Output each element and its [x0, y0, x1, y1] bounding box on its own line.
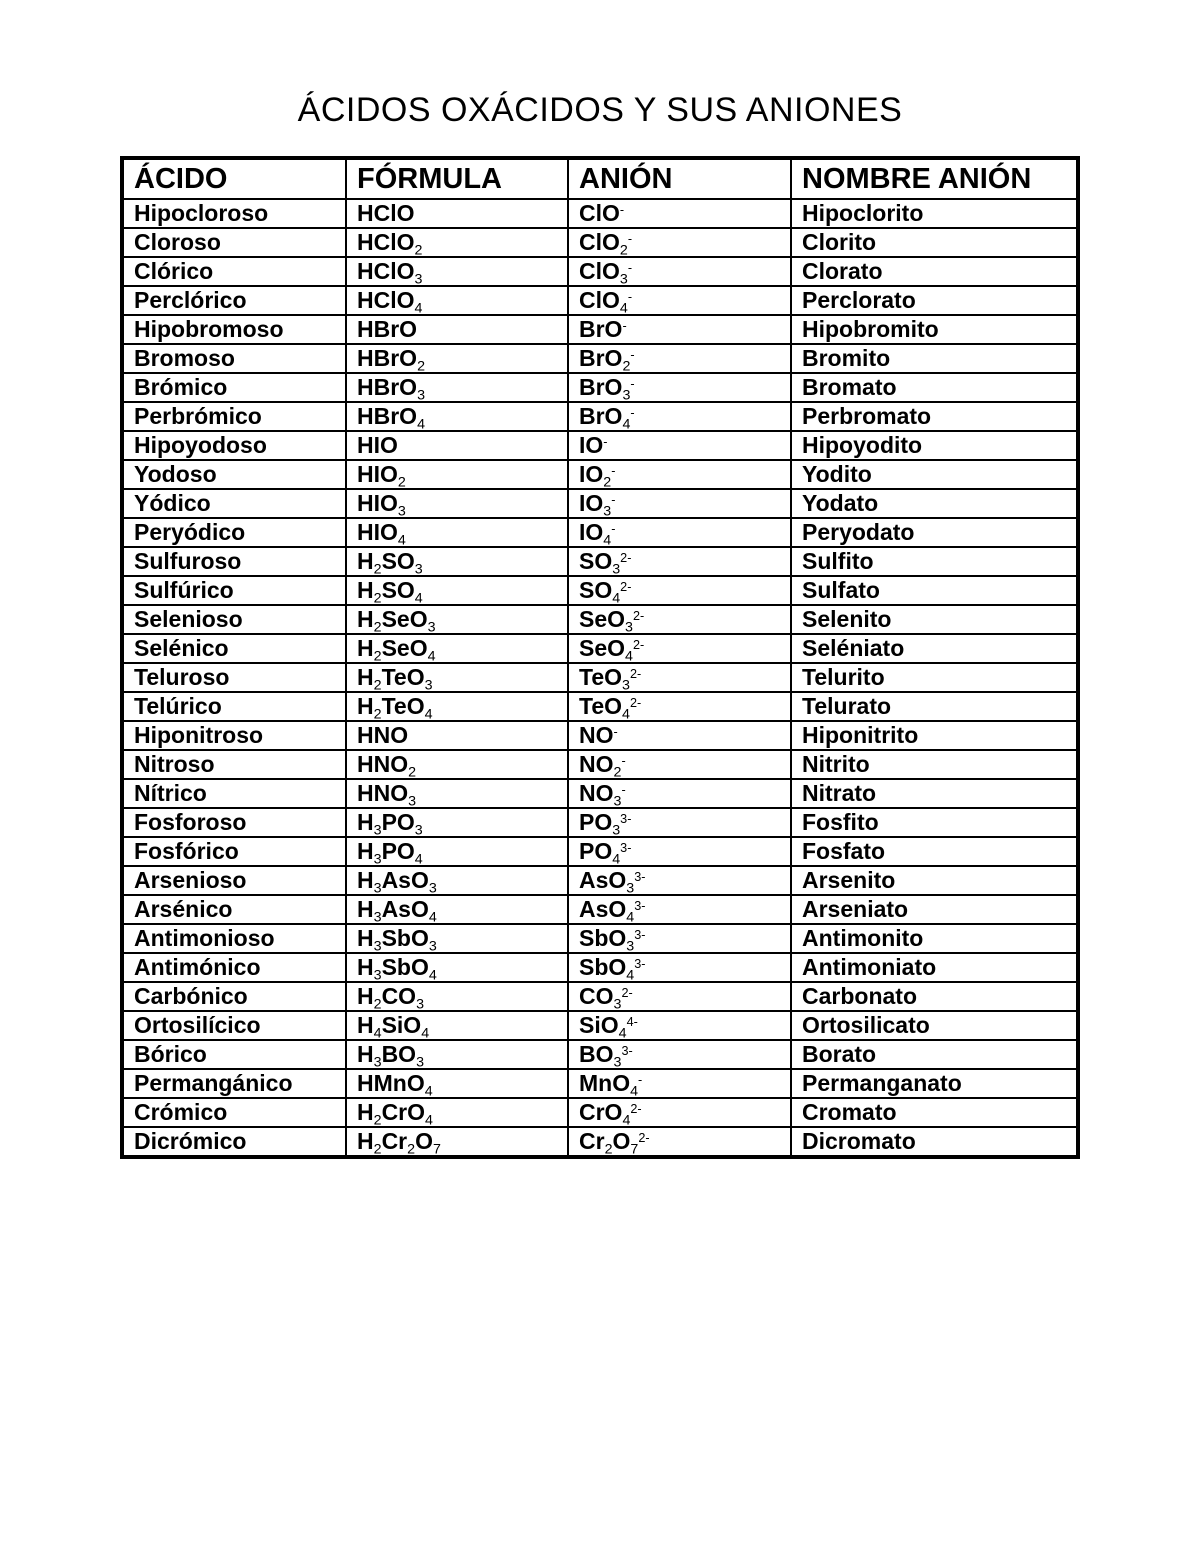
page-title: ÁCIDOS OXÁCIDOS Y SUS ANIONES — [297, 90, 903, 129]
acid-name-cell: Bromoso — [122, 344, 346, 373]
formula-cell: $H_2Cr_2O_7$ — [346, 1127, 568, 1157]
acid-name-cell: Antimonioso — [122, 924, 346, 953]
table-row — [122, 1069, 1078, 1098]
anion-name-cell: Clorato — [791, 257, 1078, 286]
anion-name-cell: Fosfato — [791, 837, 1078, 866]
formula-cell: $H_2SO_3$ — [346, 547, 568, 576]
acid-name-cell: Clórico — [122, 257, 346, 286]
anion-cell: $Cr_2O_7^{2-}$ — [568, 1127, 791, 1157]
table-row — [122, 199, 1078, 228]
acid-name-cell: Fosforoso — [122, 808, 346, 837]
table-row — [122, 576, 1078, 605]
acid-name-cell: Yodoso — [122, 460, 346, 489]
anion-cell: TeO$_4^{2-}$ — [568, 692, 791, 721]
header-acido: ÁCIDO — [122, 158, 346, 199]
anion-name-cell: Borato — [791, 1040, 1078, 1069]
anion-cell: $NO_2^-$ — [568, 750, 791, 779]
anion-name-cell: Ortosilicato — [791, 1011, 1078, 1040]
acid-name-cell: Teluroso — [122, 663, 346, 692]
table-row — [122, 373, 1078, 402]
formula-cell: $HIO_4$ — [346, 518, 568, 547]
anion-name-cell: Peryodato — [791, 518, 1078, 547]
anion-name-cell: Hipoyodito — [791, 431, 1078, 460]
formula-cell: HClO$_3$ — [346, 257, 568, 286]
anion-name-cell: Fosfito — [791, 808, 1078, 837]
acid-name-cell: Hipocloroso — [122, 199, 346, 228]
table-row — [122, 257, 1078, 286]
table-row — [122, 547, 1078, 576]
formula-cell: $H_3AsO_4$ — [346, 895, 568, 924]
anion-cell: $PO_4^{3-}$ — [568, 837, 791, 866]
formula-cell: $H_3BO_3$ — [346, 1040, 568, 1069]
acid-name-cell: Dicrómico — [122, 1127, 346, 1157]
acid-name-cell: Peryódico — [122, 518, 346, 547]
anion-cell: SeO$_3^{2-}$ — [568, 605, 791, 634]
anion-name-cell: Selenito — [791, 605, 1078, 634]
header-nombre-anion: NOMBRE ANIÓN — [791, 158, 1078, 199]
formula-cell: HNO — [346, 721, 568, 750]
acid-name-cell: Crómico — [122, 1098, 346, 1127]
formula-cell: HBrO — [346, 315, 568, 344]
acid-name-cell: Arsénico — [122, 895, 346, 924]
anion-cell: ClO$_4$- — [568, 286, 791, 315]
table-row — [122, 895, 1078, 924]
formula-cell: $H_3PO_4$ — [346, 837, 568, 866]
anion-cell: BrO$_2$- — [568, 344, 791, 373]
acid-name-cell: Fosfórico — [122, 837, 346, 866]
formula-cell: $HIO_3$ — [346, 489, 568, 518]
anion-cell: BrO$_3$- — [568, 373, 791, 402]
anion-name-cell: Permanganato — [791, 1069, 1078, 1098]
formula-cell: HBrO$_4$ — [346, 402, 568, 431]
formula-cell: $HIO_2$ — [346, 460, 568, 489]
formula-cell: $H_2SO_4$ — [346, 576, 568, 605]
anion-cell: $SO_3^{2-}$ — [568, 547, 791, 576]
anion-name-cell: Bromato — [791, 373, 1078, 402]
anion-cell: SiO$_4^{4-}$ — [568, 1011, 791, 1040]
formula-cell: $H_3SbO_4$ — [346, 953, 568, 982]
anion-name-cell: Nitrito — [791, 750, 1078, 779]
anion-name-cell: Seléniato — [791, 634, 1078, 663]
formula-cell: $H_3PO_3$ — [346, 808, 568, 837]
anion-cell: $PO_3^{3-}$ — [568, 808, 791, 837]
anion-name-cell: Perbromato — [791, 402, 1078, 431]
table-row — [122, 518, 1078, 547]
anion-name-cell: Antimonito — [791, 924, 1078, 953]
table-row — [122, 924, 1078, 953]
acid-name-cell: Ortosilícico — [122, 1011, 346, 1040]
table-row — [122, 663, 1078, 692]
formula-cell: $H_2TeO_3$ — [346, 663, 568, 692]
acid-name-cell: Arsenioso — [122, 866, 346, 895]
anion-name-cell: Hipoclorito — [791, 199, 1078, 228]
anion-name-cell: Sulfato — [791, 576, 1078, 605]
acid-name-cell: Permangánico — [122, 1069, 346, 1098]
anion-name-cell: Bromito — [791, 344, 1078, 373]
table-row — [122, 779, 1078, 808]
acid-name-cell: Hipoyodoso — [122, 431, 346, 460]
anion-cell: SeO$_4^{2-}$ — [568, 634, 791, 663]
anion-name-cell: Telurito — [791, 663, 1078, 692]
table-row — [122, 721, 1078, 750]
formula-cell: $H_2TeO_4$ — [346, 692, 568, 721]
anion-name-cell: Dicromato — [791, 1127, 1078, 1157]
table-row — [122, 1040, 1078, 1069]
acid-name-cell: Antimónico — [122, 953, 346, 982]
anion-cell: $BO_3^{3-}$ — [568, 1040, 791, 1069]
anion-cell: SbO$_3^{3-}$ — [568, 924, 791, 953]
acid-name-cell: Selenioso — [122, 605, 346, 634]
acid-name-cell: Hiponitroso — [122, 721, 346, 750]
acid-name-cell: Selénico — [122, 634, 346, 663]
table-row — [122, 953, 1078, 982]
acid-name-cell: Telúrico — [122, 692, 346, 721]
anion-name-cell: Cromato — [791, 1098, 1078, 1127]
anion-name-cell: Telurato — [791, 692, 1078, 721]
table-row — [122, 982, 1078, 1011]
formula-cell: HIO — [346, 431, 568, 460]
table-header-row — [122, 158, 1078, 199]
anion-cell: AsO$_4^{3-}$ — [568, 895, 791, 924]
anion-cell: $NO_3^-$ — [568, 779, 791, 808]
table-row — [122, 1098, 1078, 1127]
formula-cell: $H_4SiO_4$ — [346, 1011, 568, 1040]
anion-name-cell: Arseniato — [791, 895, 1078, 924]
formula-cell: $H_3AsO_3$ — [346, 866, 568, 895]
acid-name-cell: Sulfuroso — [122, 547, 346, 576]
anion-name-cell: Yodato — [791, 489, 1078, 518]
acid-table — [120, 156, 1080, 1159]
anion-name-cell: Yodito — [791, 460, 1078, 489]
table-row — [122, 837, 1078, 866]
acid-name-cell: Nitroso — [122, 750, 346, 779]
anion-cell: IO- — [568, 431, 791, 460]
acid-name-cell: Nítrico — [122, 779, 346, 808]
anion-cell: $IO_4^-$ — [568, 518, 791, 547]
anion-cell: SbO$_4^{3-}$ — [568, 953, 791, 982]
acid-name-cell: Carbónico — [122, 982, 346, 1011]
anion-cell: $IO_2^-$ — [568, 460, 791, 489]
table-row — [122, 634, 1078, 663]
table-row — [122, 460, 1078, 489]
formula-cell: HMnO$_4$ — [346, 1069, 568, 1098]
acid-name-cell: Yódico — [122, 489, 346, 518]
anion-cell: $IO_3^-$ — [568, 489, 791, 518]
table-row — [122, 866, 1078, 895]
acid-name-cell: Bórico — [122, 1040, 346, 1069]
anion-cell: $SO_4^{2-}$ — [568, 576, 791, 605]
table-row — [122, 1127, 1078, 1157]
formula-cell: $H_3SbO_3$ — [346, 924, 568, 953]
anion-name-cell: Antimoniato — [791, 953, 1078, 982]
table-row — [122, 402, 1078, 431]
table-row — [122, 1011, 1078, 1040]
anion-cell: ClO$_2$- — [568, 228, 791, 257]
anion-cell: CrO$_4^{2-}$ — [568, 1098, 791, 1127]
formula-cell: $HNO_2$ — [346, 750, 568, 779]
formula-cell: $H_2SeO_3$ — [346, 605, 568, 634]
acid-name-cell: Perclórico — [122, 286, 346, 315]
table-row — [122, 286, 1078, 315]
anion-name-cell: Arsenito — [791, 866, 1078, 895]
table-body — [122, 199, 1078, 1157]
formula-cell: $H_2CrO_4$ — [346, 1098, 568, 1127]
anion-name-cell: Hipobromito — [791, 315, 1078, 344]
anion-cell: TeO$_3^{2-}$ — [568, 663, 791, 692]
anion-cell: BrO- — [568, 315, 791, 344]
table-row — [122, 808, 1078, 837]
table-row — [122, 315, 1078, 344]
anion-cell: ClO$_3$- — [568, 257, 791, 286]
anion-cell: MnO$_4$- — [568, 1069, 791, 1098]
formula-cell: HClO$_4$ — [346, 286, 568, 315]
anion-cell: BrO$_4$- — [568, 402, 791, 431]
table-row — [122, 605, 1078, 634]
acid-name-cell: Perbrómico — [122, 402, 346, 431]
acid-name-cell: Brómico — [122, 373, 346, 402]
anion-name-cell: Sulfito — [791, 547, 1078, 576]
anion-cell: NO- — [568, 721, 791, 750]
header-formula: FÓRMULA — [346, 158, 568, 199]
table-row — [122, 431, 1078, 460]
table-row — [122, 692, 1078, 721]
anion-name-cell: Perclorato — [791, 286, 1078, 315]
formula-cell: HClO$_2$ — [346, 228, 568, 257]
anion-name-cell: Nitrato — [791, 779, 1078, 808]
table-row — [122, 344, 1078, 373]
anion-name-cell: Carbonato — [791, 982, 1078, 1011]
formula-cell: HBrO$_3$ — [346, 373, 568, 402]
anion-cell: AsO$_3^{3-}$ — [568, 866, 791, 895]
formula-cell: HClO — [346, 199, 568, 228]
anion-cell: ClO- — [568, 199, 791, 228]
formula-cell: HBrO$_2$ — [346, 344, 568, 373]
formula-cell: $H_2CO_3$ — [346, 982, 568, 1011]
anion-cell: $CO_3^{2-}$ — [568, 982, 791, 1011]
acid-name-cell: Sulfúrico — [122, 576, 346, 605]
anion-name-cell: Clorito — [791, 228, 1078, 257]
anion-name-cell: Hiponitrito — [791, 721, 1078, 750]
formula-cell: $HNO_3$ — [346, 779, 568, 808]
acid-name-cell: Hipobromoso — [122, 315, 346, 344]
table-row — [122, 228, 1078, 257]
table-row — [122, 750, 1078, 779]
table-row — [122, 489, 1078, 518]
acid-name-cell: Cloroso — [122, 228, 346, 257]
header-anion: ANIÓN — [568, 158, 791, 199]
formula-cell: $H_2SeO_4$ — [346, 634, 568, 663]
